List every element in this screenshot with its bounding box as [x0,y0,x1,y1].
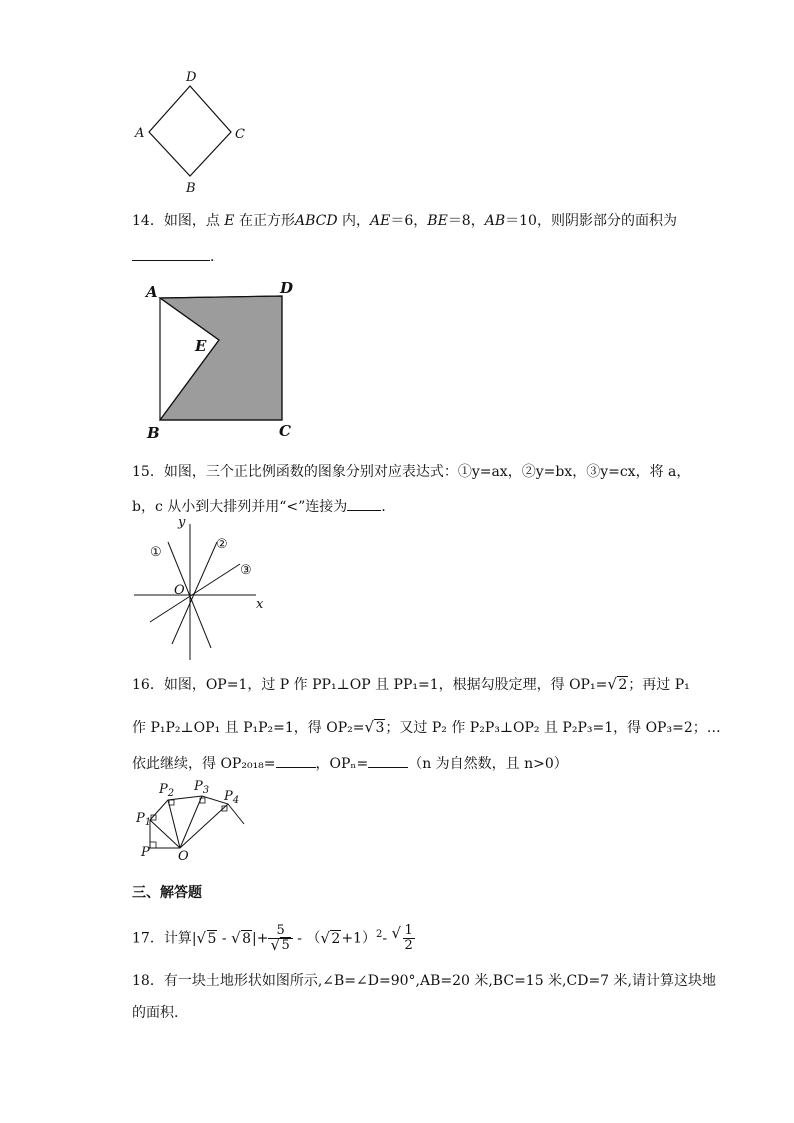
q14-var-BE: BE [427,213,448,229]
q14-var-E: E [224,213,235,229]
q17-plus1: +1） [341,930,376,947]
square-label-A: A [146,283,158,301]
spiral-label-P3: $P_3$ [194,779,210,796]
square-figure [140,278,300,444]
q15-answer-blank[interactable] [347,496,381,511]
q17-minus: - [217,930,232,947]
q14-var-ABCD: ABCD [294,213,338,229]
circle-1-label: ① [150,545,162,560]
diamond-label-A: A [135,126,145,141]
q16-sqrt2: √ 2 [607,676,628,694]
q16-line2-end: ；又过 P₂ 作 P₂P₃⊥OP₂ 且 P₂P₃=1，得 OP₃=2；… [385,720,721,736]
y-axis-label: y [178,515,186,530]
spiral-op3 [180,796,202,848]
q14-text-mid: 在正方形 [234,213,295,229]
q17-sqrt8: √ 8 [231,929,252,949]
spiral-label-P2: $P_2$ [159,782,175,799]
origin-label: O [174,583,185,598]
q17-abs-plus: |+ [252,930,269,947]
q14-var-AE: AE [370,213,391,229]
q16-line3-text-c: （n 为自然数，且 n>0） [408,756,568,772]
square-label-B: B [147,424,160,442]
diamond-label-B: B [186,181,196,196]
axes-figure [130,512,280,664]
diamond-label-D: D [186,70,197,85]
spiral-label-P: P [141,845,150,860]
q14-be-val: ＝8， [447,213,485,229]
diamond-shape [149,86,231,176]
section-heading: 三、解答题 [132,885,202,901]
q17-line [132,924,416,953]
square-label-D: D [280,279,294,297]
line-3 [150,564,240,622]
q16-line1 [132,676,690,694]
q17-text: 17．计算| [132,930,197,947]
q14-number: 14． [132,213,164,229]
spiral-figure [132,778,252,862]
q15-end: ． [381,499,396,515]
q16-line3 [132,753,568,773]
q15-line1: 15．如图，三个正比例函数的图象分别对应表达式：①y=ax，②y=bx，③y=cx，将 a， [132,464,691,480]
q17-dash: - [382,930,392,947]
q14-ae-val: ＝6， [390,213,428,229]
q14-text-2: 内， [337,213,371,229]
right-angle-mark-p2 [169,800,174,805]
q16-line2 [132,719,721,737]
q16-line1-text: 16．如图，OP=1，过 P 作 PP₁⊥OP 且 PP₁=1，根据勾股定理，得 OP₁= [132,677,608,693]
q17-sqrt5: √ 5 [197,929,218,949]
q16-line3-text-a: 依此继续，得 OP₂₀₁₈= [132,756,276,772]
circle-2-label: ② [216,537,228,552]
q16-answer-blank-1[interactable] [276,753,316,768]
spiral-label-O: O [178,849,189,862]
shaded-region [160,296,282,420]
q18-line1: 18．有一块土地形状如图所示,∠B=∠D=90°,AB=20 米,BC=15 米,CD=7 米,请计算这块地 [132,973,716,989]
q14-end: ． [210,249,224,265]
q16-line3-text-b: ，OPₙ= [315,756,369,772]
q16-answer-blank-2[interactable] [368,753,408,768]
diamond-figure [130,66,250,198]
spiral-label-P1: $P_1$ [136,811,152,828]
q14-ab-val: ＝10，则阴影部分的面积为 [505,213,677,229]
q17-mid: - （ [292,930,321,947]
square-label-C: C [279,422,291,440]
q14-line2 [132,246,224,266]
q17-square: 2 [375,928,383,940]
x-axis-label: x [256,597,264,612]
q18-line2: 的面积. [132,1005,179,1021]
q17-fraction: 5 √ 5 [268,924,292,953]
q15-text: b，c 从小到大排列并用“<”连接为 [132,499,348,515]
q14-text: 如图，点 [163,213,225,229]
q16-line2-text: 作 P₁P₂⊥OP₁ 且 P₁P₂=1，得 OP₂= [132,720,365,736]
q14-line1 [132,212,677,230]
spiral-op1 [150,820,180,848]
square-label-E: E [195,337,207,355]
q17-sqrt2: √ 2 [320,929,341,949]
q16-sqrt3: √ 3 [364,719,385,737]
q14-var-AB: AB [484,213,506,229]
diamond-label-C: C [235,127,245,142]
spiral-label-P4: $P_4$ [224,789,240,806]
q16-line1-end: ；再过 P₁ [628,677,690,693]
right-angle-mark-p [150,842,156,848]
spiral-op4 [180,804,228,848]
circle-3-label: ③ [240,563,252,578]
spiral-op2 [168,800,180,848]
q17-sqrt-half: √ $\frac{1}{2}$ [392,924,416,953]
q14-answer-blank[interactable] [132,246,210,261]
